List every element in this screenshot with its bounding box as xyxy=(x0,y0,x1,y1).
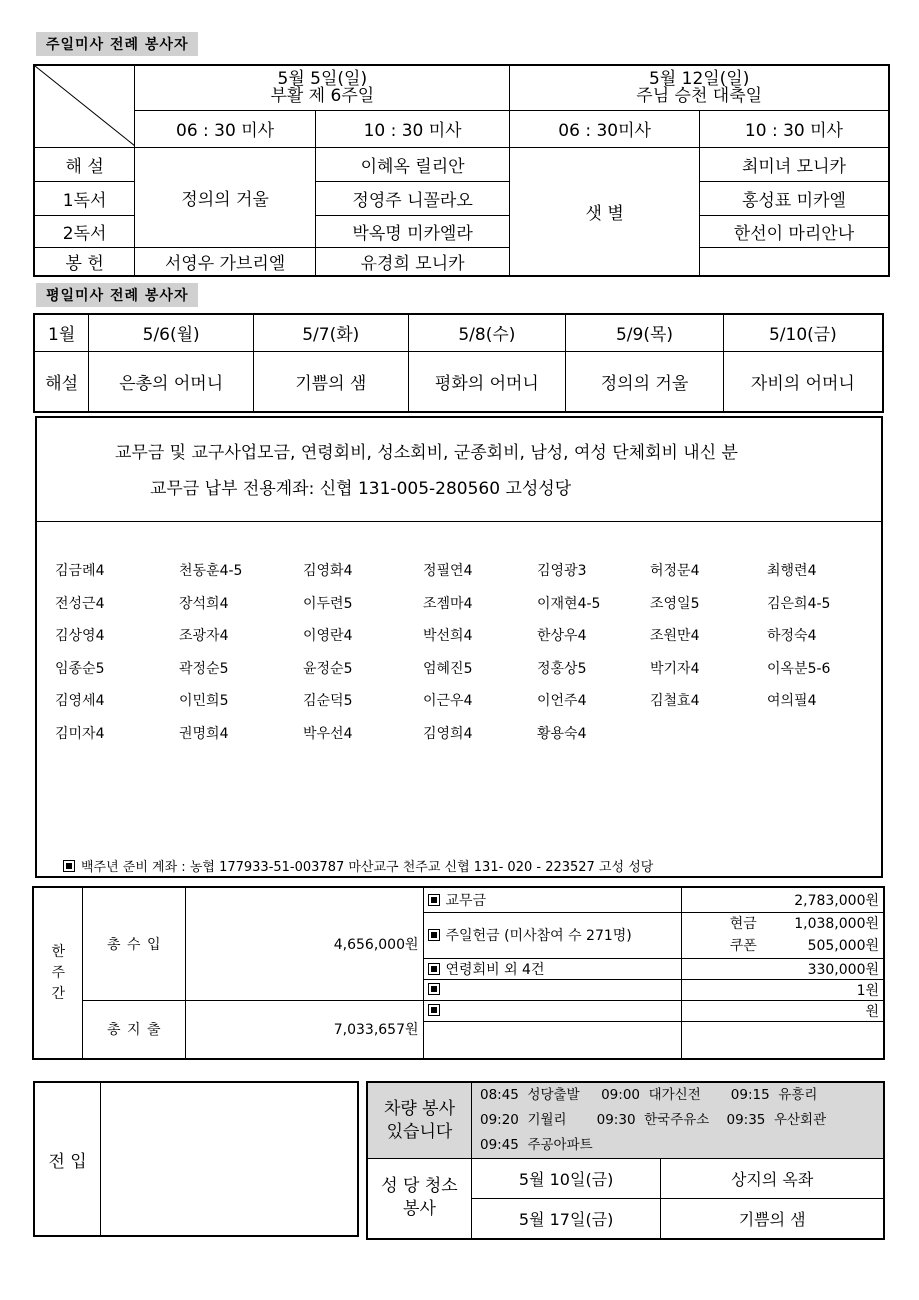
weekday-group-2: 기쁨의 샘 xyxy=(253,351,408,412)
sunday-date-2: 5월 12일(일) xyxy=(648,68,750,89)
period-label: 한 주 간 xyxy=(51,943,65,1002)
bus-line-1: 08:45 성당출발 09:00 대가신전 09:15 유흥리 xyxy=(479,1087,818,1103)
donor-row xyxy=(55,560,875,593)
transfer-value xyxy=(101,1082,358,1236)
coupon-label: 쿠폰 xyxy=(729,938,757,954)
donor-name: 김영희4 xyxy=(423,725,473,742)
donor-name: 곽정순5 xyxy=(179,660,229,677)
finance-item-5-value: 원 xyxy=(681,1000,884,1021)
bus-schedule xyxy=(471,1082,884,1159)
donor-name: 조광자4 xyxy=(179,628,229,644)
weekday-servers-table xyxy=(33,313,884,413)
cleaning-label-cell xyxy=(367,1159,471,1239)
bus-line-3: 09:45 주공아파트 xyxy=(479,1137,593,1153)
donor-row xyxy=(55,690,875,723)
finance-item-5 xyxy=(423,1000,681,1021)
filled-square-icon xyxy=(428,983,440,995)
donor-name: 윤정순5 xyxy=(303,660,353,677)
weekday-section-label: 평일미사 전례 봉사자 xyxy=(36,283,198,307)
bus-label: 차량 봉사 있습니다 xyxy=(383,1098,456,1142)
donor-name: 최행련4 xyxy=(767,563,817,579)
role-reading-2: 2독서 xyxy=(34,215,135,247)
finance-item-1-value: 2,783,000원 xyxy=(681,887,884,912)
sunday-date-2-cell xyxy=(510,65,889,110)
donor-name: 정홍상5 xyxy=(537,660,587,677)
donor-name: 김미자4 xyxy=(55,725,105,742)
donor-section xyxy=(35,416,883,878)
col4-reading-2: 한선이 마리안나 xyxy=(699,215,889,247)
cleaning-date-1: 5월 10일(금) xyxy=(471,1159,660,1199)
donor-name: 김영광3 xyxy=(537,563,587,579)
col2-reading-2: 박옥명 미카엘라 xyxy=(315,215,510,247)
diagonal-header-cell xyxy=(34,65,135,147)
donor-grid xyxy=(55,560,875,755)
donor-row xyxy=(55,658,875,691)
account-note-line xyxy=(63,856,653,875)
donor-header-line-2: 교무금 납부 전용계좌: 신협 131-005-280560 고성성당 xyxy=(150,479,572,499)
finance-item-1 xyxy=(423,887,681,912)
income-total: 4,656,000원 xyxy=(186,887,423,1000)
donor-row xyxy=(55,625,875,658)
donor-name: 정필연4 xyxy=(423,563,473,579)
mass-time-2: 10 : 30 미사 xyxy=(315,110,510,147)
finance-item-3-label: 연령회비 외 4건 xyxy=(445,961,545,978)
donor-name: 엄혜진5 xyxy=(423,660,473,677)
donor-name: 이영란4 xyxy=(303,628,353,644)
role-commentary: 해 설 xyxy=(34,147,135,181)
sunday-sub-2: 주님 승천 대축일 xyxy=(636,85,763,106)
filled-square-icon xyxy=(428,929,440,941)
filled-square-icon xyxy=(428,963,440,975)
weekday-date-2: 5/7(화) xyxy=(253,314,408,351)
filled-square-icon xyxy=(428,1004,440,1016)
role-offering: 봉 헌 xyxy=(34,247,135,276)
donor-name: 김영화4 xyxy=(303,563,353,579)
cleaning-group-2: 기쁨의 샘 xyxy=(661,1199,884,1239)
mass-time-4: 10 : 30 미사 xyxy=(699,110,889,147)
sunday-date-1: 5월 5일(일) xyxy=(277,68,368,89)
finance-item-2-label: 주일헌금 (미사참여 수 271명) xyxy=(445,928,632,944)
cleaning-date-2: 5월 17일(금) xyxy=(471,1199,660,1239)
finance-item-4-value: 1원 xyxy=(681,979,884,1000)
weekday-date-3: 5/8(수) xyxy=(408,314,566,351)
period-label-cell xyxy=(33,887,83,1059)
donor-name: 천동훈4-5 xyxy=(179,563,243,579)
finance-item-2 xyxy=(423,912,681,958)
finance-table xyxy=(32,886,885,1060)
finance-item-3 xyxy=(423,958,681,979)
cleaning-label: 성 당 청소 봉사 xyxy=(381,1176,458,1220)
filled-square-icon xyxy=(428,894,440,906)
donor-header-line-1: 교무금 및 교구사업모금, 연령회비, 성소회비, 군종회비, 남성, 여성 단체회비 내신 분 xyxy=(115,443,738,463)
weekday-date-1: 5/6(월) xyxy=(89,314,254,351)
donor-name: 김순덕5 xyxy=(303,693,353,709)
donor-name: 김영세4 xyxy=(55,693,105,709)
donor-name: 여의필4 xyxy=(767,693,817,709)
income-label: 총 수 입 xyxy=(83,887,186,1000)
donor-name: 임종순5 xyxy=(55,660,105,677)
bus-line-2: 09:20 기월리 09:30 한국주유소 09:35 우산회관 xyxy=(479,1112,827,1128)
sunday-sub-1: 부활 제 6주일 xyxy=(270,85,375,106)
donor-name: 황용숙4 xyxy=(537,725,587,742)
weekday-group-4: 정의의 거울 xyxy=(566,351,724,412)
donor-name: 권명희4 xyxy=(179,725,229,742)
donor-name: 조원만4 xyxy=(650,628,700,644)
donor-name: 박우선4 xyxy=(303,725,353,742)
finance-item-3-value: 330,000원 xyxy=(681,958,884,979)
col2-offering: 유경희 모니카 xyxy=(315,247,510,276)
donor-name: 조젬마4 xyxy=(423,595,473,612)
donor-name: 이재현4-5 xyxy=(537,595,601,612)
col4-reading-1: 홍성표 미카엘 xyxy=(699,181,889,215)
col2-commentary: 이혜옥 릴리안 xyxy=(315,147,510,181)
cash-label: 현금 xyxy=(729,916,757,932)
filled-square-icon xyxy=(63,860,75,872)
account-note: 백주년 준비 계좌 : 농협 177933-51-003787 마산교구 천주교 신협 131- 020 - 223527 고성 성당 xyxy=(81,860,654,875)
donor-name: 이두련5 xyxy=(303,595,353,612)
donor-name: 허정문4 xyxy=(650,563,700,579)
donor-row xyxy=(55,723,875,756)
finance-item-4 xyxy=(423,979,681,1000)
weekday-group-5: 자비의 어머니 xyxy=(723,351,883,412)
mass-time-1: 06 : 30 미사 xyxy=(135,110,316,147)
weekday-role: 해설 xyxy=(34,351,89,412)
finance-empty-cell xyxy=(423,1021,681,1059)
weekday-group-3: 평화의 어머니 xyxy=(408,351,566,412)
col2-reading-1: 정영주 니꼴라오 xyxy=(315,181,510,215)
donor-name: 한상우4 xyxy=(537,628,587,644)
weekday-group-1: 은총의 어머니 xyxy=(89,351,254,412)
donor-header xyxy=(37,418,881,522)
col4-commentary: 최미녀 모니카 xyxy=(699,147,889,181)
sunday-servers-table xyxy=(33,64,890,277)
donor-name: 장석희4 xyxy=(179,595,229,612)
donor-name: 김철효4 xyxy=(650,693,700,709)
donor-name: 조영일5 xyxy=(650,595,700,612)
group-3-cell: 샛 별 xyxy=(510,147,700,276)
donor-name: 김상영4 xyxy=(55,628,105,644)
expense-label: 총 지 출 xyxy=(83,1000,186,1059)
role-reading-1: 1독서 xyxy=(34,181,135,215)
donor-name: 이언주4 xyxy=(537,693,587,709)
finance-item-2-values xyxy=(681,912,884,958)
transfer-label: 전 입 xyxy=(34,1082,101,1236)
donor-name: 박선희4 xyxy=(423,628,473,644)
donor-row xyxy=(55,593,875,626)
col4-offering xyxy=(699,247,889,276)
diagonal-line-icon xyxy=(35,66,134,146)
weekday-month: 1월 xyxy=(34,314,89,351)
donor-name: 이옥분5-6 xyxy=(767,660,831,677)
donor-name: 김금례4 xyxy=(55,563,105,579)
bus-label-cell xyxy=(367,1082,471,1159)
donor-name: 이민희5 xyxy=(179,693,229,709)
cash-value: 1,038,000원 xyxy=(794,916,879,932)
sunday-date-1-cell xyxy=(135,65,510,110)
transfer-table xyxy=(33,1081,359,1237)
coupon-value: 505,000원 xyxy=(807,938,879,954)
donor-name: 이근우4 xyxy=(423,693,473,709)
donor-name: 전성근4 xyxy=(55,595,105,612)
donor-name: 박기자4 xyxy=(650,660,700,677)
expense-total: 7,033,657원 xyxy=(186,1000,423,1059)
donor-name: 김은희4-5 xyxy=(767,595,831,612)
cleaning-group-1: 상지의 옥좌 xyxy=(661,1159,884,1199)
mass-time-3: 06 : 30미사 xyxy=(510,110,700,147)
weekday-date-5: 5/10(금) xyxy=(723,314,883,351)
group-1-cell: 정의의 거울 xyxy=(135,147,316,247)
finance-empty-cell xyxy=(681,1021,884,1059)
offering-1: 서영우 가브리엘 xyxy=(135,247,316,276)
finance-item-1-label: 교무금 xyxy=(445,892,487,909)
weekday-date-4: 5/9(목) xyxy=(566,314,724,351)
donor-name: 하정숙4 xyxy=(767,628,817,644)
sunday-section-label: 주일미사 전례 봉사자 xyxy=(36,32,198,56)
service-table xyxy=(366,1081,885,1240)
